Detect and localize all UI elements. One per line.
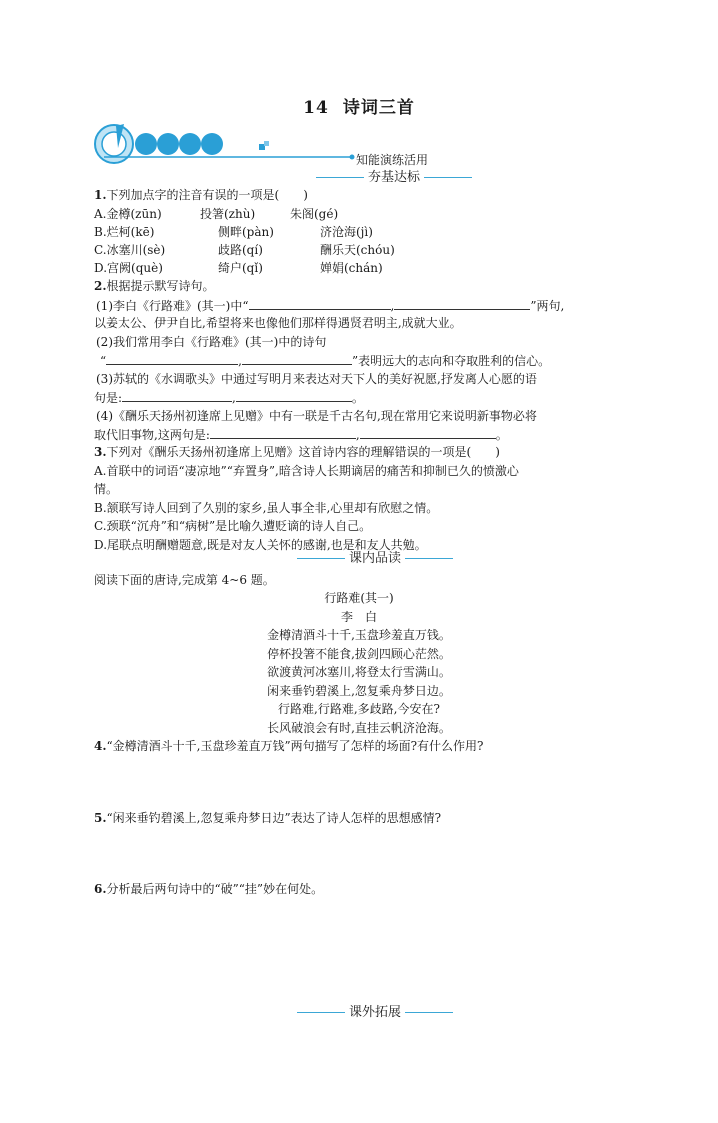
q2-part-3: (3)苏轼的《水调歌头》中通过写明月来表达对天下人的美好祝愿,抒发离人心愿的语	[96, 372, 537, 386]
answer-blank[interactable]	[210, 426, 356, 439]
q1-option-c: C.冰塞川(sè)	[94, 243, 166, 257]
q1-option-a: A.金樽(zūn)	[94, 207, 162, 221]
q2-part-3-cont: 句是: , 。	[94, 391, 364, 405]
question-4: 4.“金樽清酒斗十千,玉盘珍羞直万钱”两句描写了怎样的场面?有什么作用?	[94, 739, 484, 753]
q1-option-a-item3: 朱阁(gé)	[290, 207, 339, 221]
poem-line: 停杯投箸不能食,拔剑四顾心茫然。	[267, 647, 451, 661]
q1-option-d-item2: 绮户(qǐ)	[218, 261, 263, 275]
answer-blank[interactable]	[249, 297, 391, 310]
page-title	[0, 100, 718, 116]
q3-option-d: D.尾联点明酬赠题意,既是对友人关怀的感谢,也是和友人共勉。	[94, 538, 427, 552]
poem-line: 欲渡黄河冰塞川,将登太行雪满山。	[267, 665, 451, 679]
q1-option-b: B.烂柯(kē)	[94, 225, 155, 239]
question-5: 5.“闲来垂钓碧溪上,忽复乘舟梦日边”表达了诗人怎样的思想感情?	[94, 811, 442, 825]
question-1: 1.下列加点字的注音有误的一项是( )	[94, 188, 308, 202]
section-rule	[297, 558, 345, 559]
q2-part-4-cont: 取代旧事物,这两句是: , 。	[94, 428, 508, 442]
answer-blank[interactable]	[106, 352, 238, 365]
poem-line: 闲来垂钓碧溪上,忽复乘舟梦日边。	[267, 684, 451, 698]
q3-option-c: C.颈联“沉舟”和“病树”是比喻久遭贬谪的诗人自己。	[94, 519, 372, 533]
q1-option-b-item2: 侧畔(pàn)	[218, 225, 274, 239]
q1-option-d: D.宫阙(què)	[94, 261, 163, 275]
section-rule	[297, 1012, 345, 1013]
lesson-number: 14	[303, 98, 329, 118]
question-6: 6.分析最后两句诗中的“破”“挂”妙在何处。	[94, 882, 324, 896]
q3-option-b: B.颔联写诗人回到了久别的家乡,虽人事全非,心里却有欣慰之情。	[94, 501, 439, 515]
answer-blank[interactable]	[360, 426, 496, 439]
lesson-title: 诗词三首	[342, 98, 415, 118]
section-rule	[405, 1012, 453, 1013]
q2-part-2-cont: “ , ”表明远大的志向和夺取胜利的信心。	[100, 354, 551, 368]
q3-option-a: A.首联中的词语“凄凉地”“弃置身”,暗含诗人长期谪居的痛苦和抑制已久的愤激心	[94, 464, 519, 478]
poem-line: 行路难,行路难,多歧路,今安在?	[278, 702, 440, 716]
header-band-label: 知能演练活用	[356, 153, 429, 167]
section-rule	[424, 177, 472, 178]
q1-option-c-item2: 歧路(qí)	[218, 243, 263, 257]
q2-part-4: (4)《酬乐天扬州初逢席上见赠》中有一联是千古名句,现在常用它来说明新事物必将	[96, 409, 537, 423]
q2-part-1-cont: 以姜太公、伊尹自比,希望将来也像他们那样得遇贤君明主,成就大业。	[94, 316, 462, 330]
section-heading-extend: 课外拓展	[293, 1005, 457, 1021]
poem-author: 李 白	[340, 610, 377, 624]
q1-option-d-item3: 婵娟(chán)	[320, 261, 383, 275]
question-3: 3.下列对《酬乐天扬州初逢席上见赠》这首诗内容的理解错误的一项是( )	[94, 445, 500, 459]
section-rule	[405, 558, 453, 559]
answer-blank[interactable]	[242, 352, 352, 365]
q3-option-a-cont: 情。	[94, 482, 119, 496]
section-heading-basic: 夯基达标	[312, 170, 476, 186]
q2-part-1: (1)李白《行路难》(其一)中“ , ”两句,	[96, 299, 565, 313]
reading-intro: 阅读下面的唐诗,完成第 4~6 题。	[94, 573, 275, 587]
q1-option-a-item2: 投箸(zhù)	[200, 207, 256, 221]
poem-title: 行路难(其一)	[324, 591, 394, 605]
q1-option-c-item3: 酬乐天(chóu)	[320, 243, 395, 257]
answer-blank[interactable]	[122, 389, 232, 402]
answer-blank[interactable]	[394, 297, 530, 310]
answer-blank[interactable]	[236, 389, 352, 402]
q1-option-b-item3: 济沧海(jì)	[320, 225, 373, 239]
section-heading-inclass: 课内品读	[293, 551, 457, 567]
question-2: 2.根据提示默写诗句。	[94, 279, 215, 293]
section-rule	[316, 177, 364, 178]
poem-line: 长风破浪会有时,直挂云帆济沧海。	[267, 721, 451, 735]
q2-part-2: (2)我们常用李白《行路难》(其一)中的诗句	[96, 335, 327, 349]
poem-line: 金樽清酒斗十千,玉盘珍羞直万钱。	[267, 628, 451, 642]
